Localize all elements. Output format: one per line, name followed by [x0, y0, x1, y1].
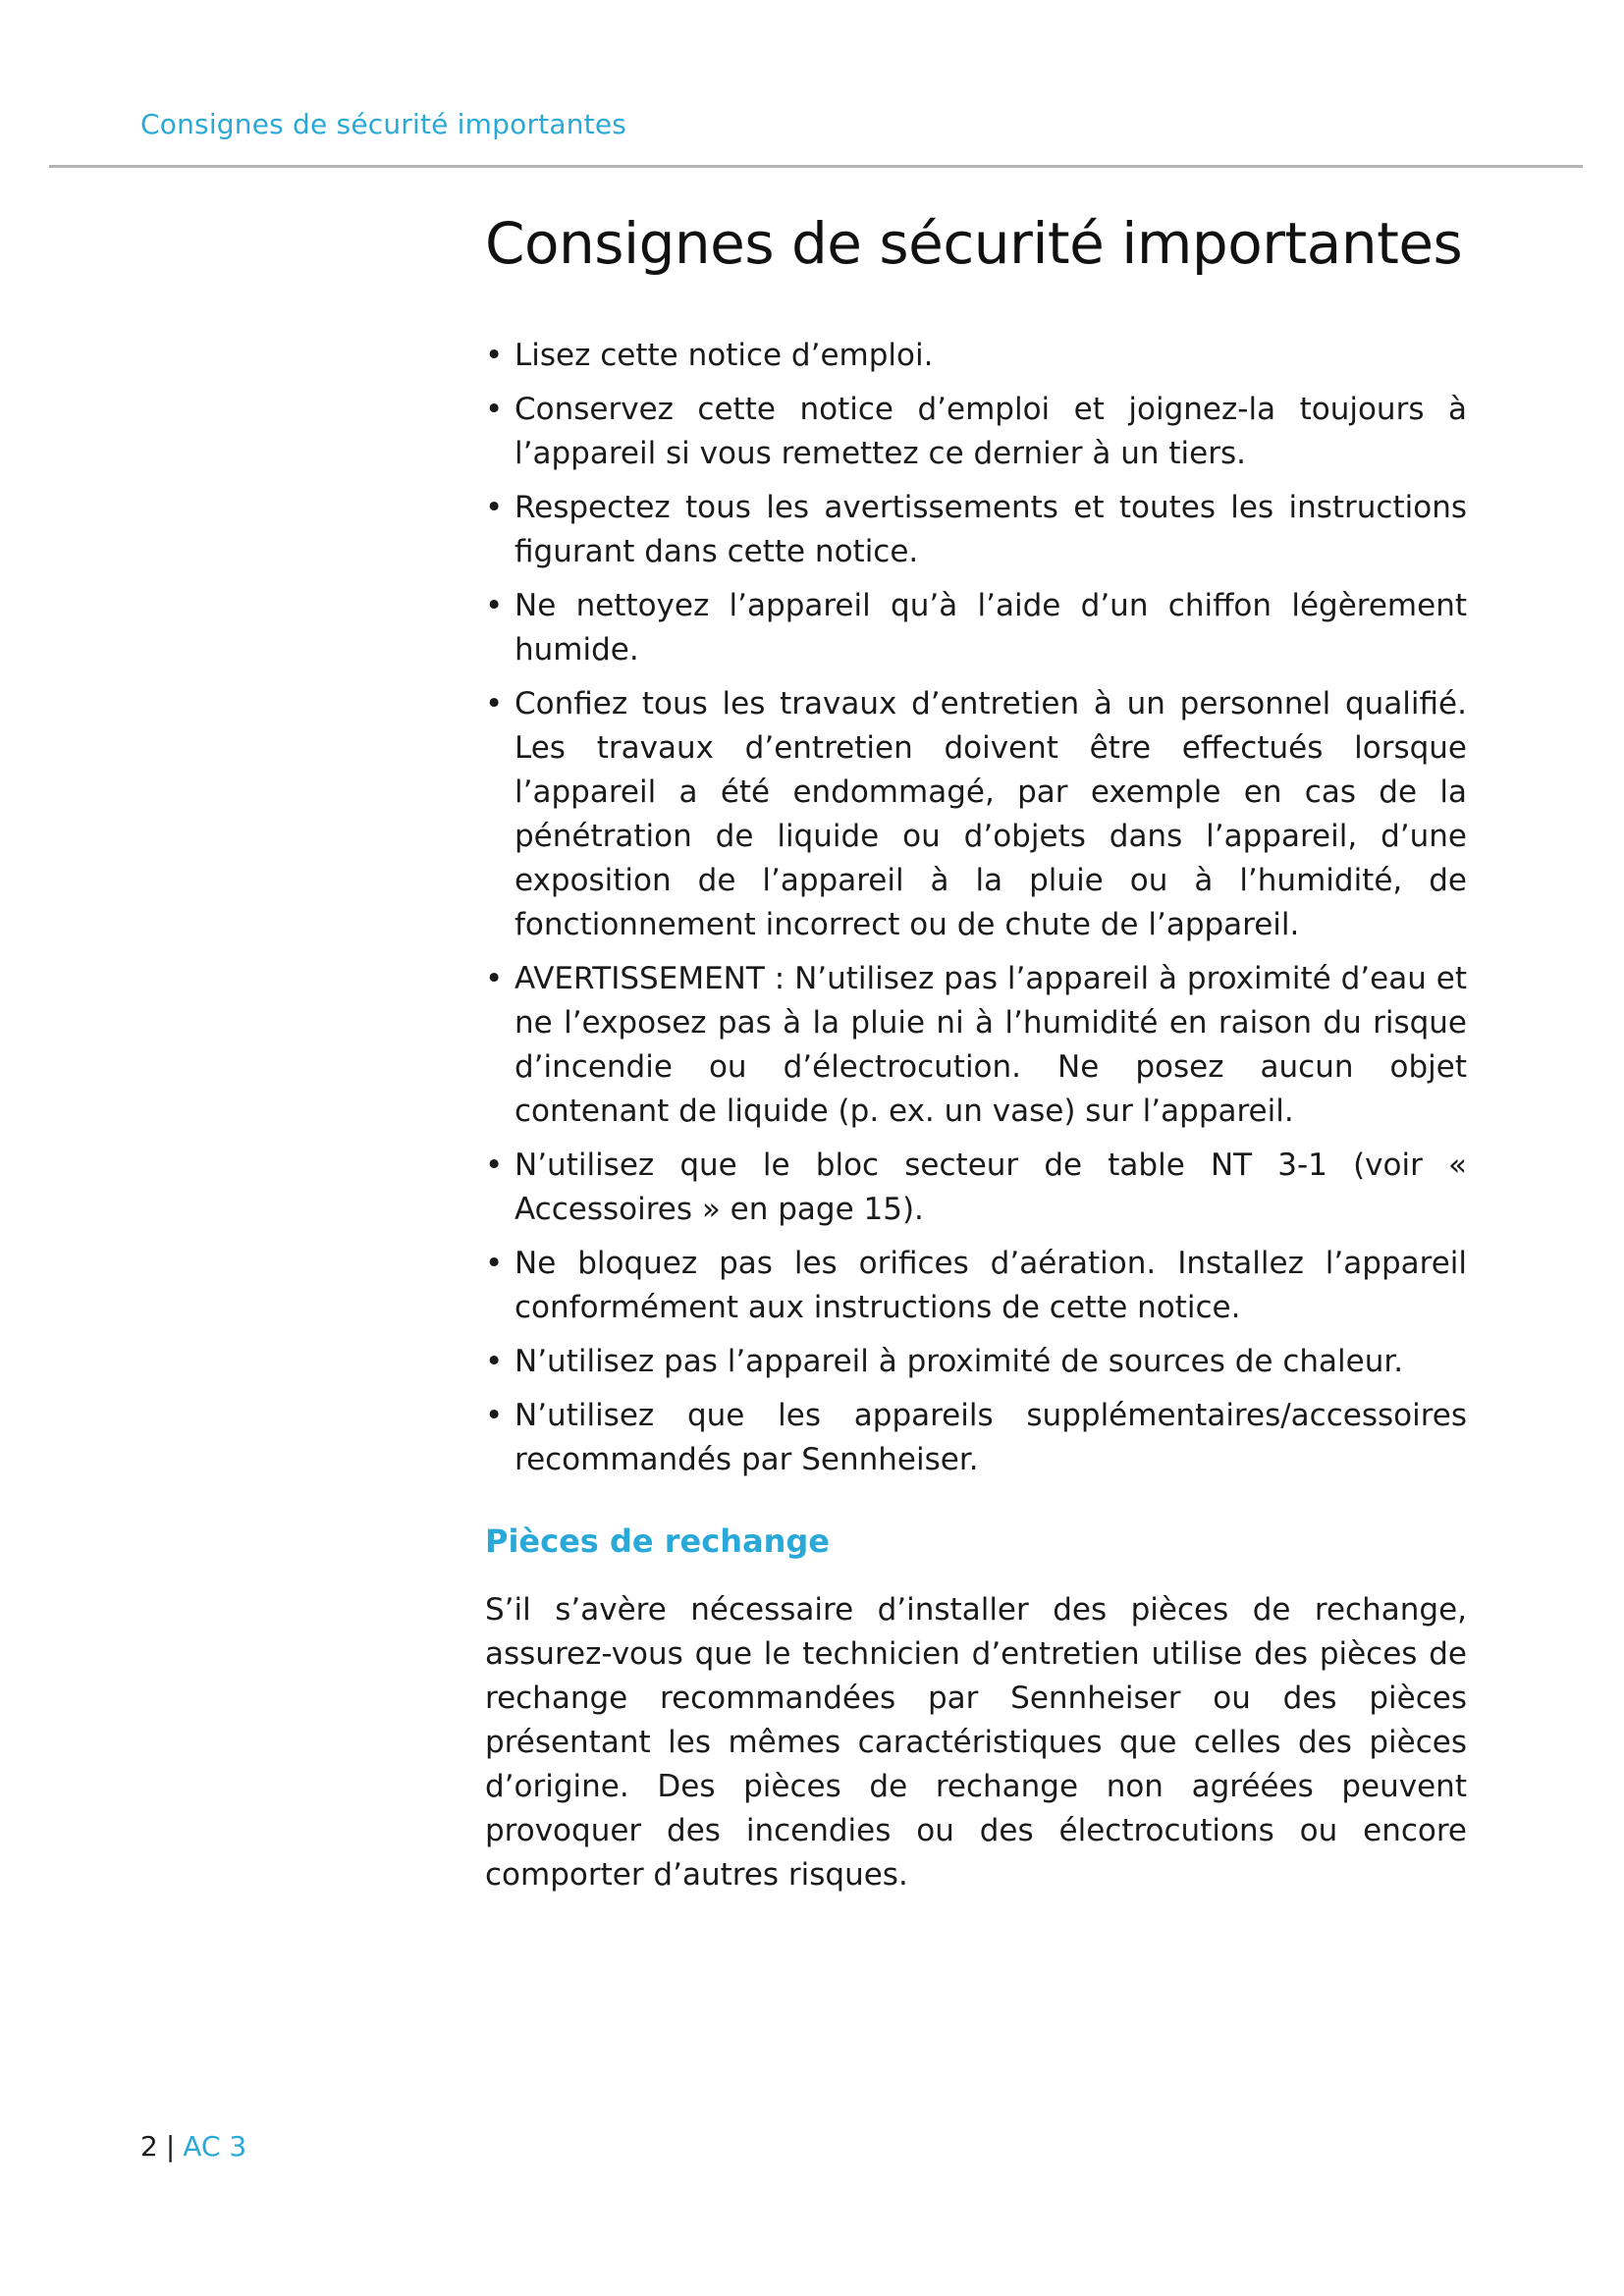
- spare-parts-paragraph: S’il s’avère nécessaire d’installer des pièces de rechange, assurez-vous que le technicien d’entretien utilise des pièces de rechange recommandées par Sennheiser ou des pièces présentant les mêmes caractéristiques que celles des pièces d’origine. Des pièces de rechange non agréées peuvent provoquer des incendies ou des électrocutions ou encore comporter d’autres risques.: [485, 1592, 1467, 1893]
- footer-separator: |: [165, 2130, 176, 2163]
- list-item: • N’utilisez pas l’appareil à proximité de sources de chaleur.: [485, 1340, 1467, 1384]
- list-item: • Confiez tous les travaux d’entretien à un personnel qualifié. Les travaux d’entretien doivent être effectués lorsque l’appareil a été endommagé, par exemple en cas de la pénétration de liquide ou d’objets dans l’appareil, d’une exposition de l’appareil à la pluie ou à l’humidité, de fonctionnement incorrect ou de chute de l’appareil.: [485, 682, 1467, 947]
- page-number: 2: [140, 2130, 158, 2163]
- page-footer: [140, 2130, 246, 2163]
- model-name: AC 3: [183, 2130, 247, 2163]
- list-item: • N’utilisez que le bloc secteur de table NT 3-1 (voir « Accessoires » en page 15).: [485, 1144, 1467, 1232]
- list-item: • AVERTISSEMENT : N’utilisez pas l’appareil à proximité d’eau et ne l’exposez pas à la pluie ni à l’humidité en raison du risque d’incendie ou d’électrocution. Ne posez aucun objet contenant de liquide (p. ex. un vase) sur l’appareil.: [485, 957, 1467, 1134]
- list-item: • Lisez cette notice d’emploi.: [485, 334, 1467, 378]
- list-item: • Conservez cette notice d’emploi et joignez-la toujours à l’appareil si vous remettez ce dernier à un tiers.: [485, 388, 1467, 476]
- header-divider: [49, 165, 1583, 168]
- list-item: • N’utilisez que les appareils supplémentaires/accessoires recommandés par Sennheiser.: [485, 1394, 1467, 1482]
- safety-instructions-list: [485, 334, 1467, 1482]
- list-item: • Ne bloquez pas les orifices d’aération. Installez l’appareil conformément aux instructions de cette notice.: [485, 1242, 1467, 1330]
- page-title: Consignes de sécurité importantes: [485, 210, 1463, 277]
- list-item: • Respectez tous les avertissements et toutes les instructions figurant dans cette notice.: [485, 486, 1467, 574]
- section-heading-spare-parts: Pièces de rechange: [485, 1522, 830, 1560]
- running-header: Consignes de sécurité importantes: [140, 108, 627, 140]
- main-content: [485, 204, 1467, 1897]
- list-item: • Ne nettoyez l’appareil qu’à l’aide d’un chiffon légèrement humide.: [485, 584, 1467, 672]
